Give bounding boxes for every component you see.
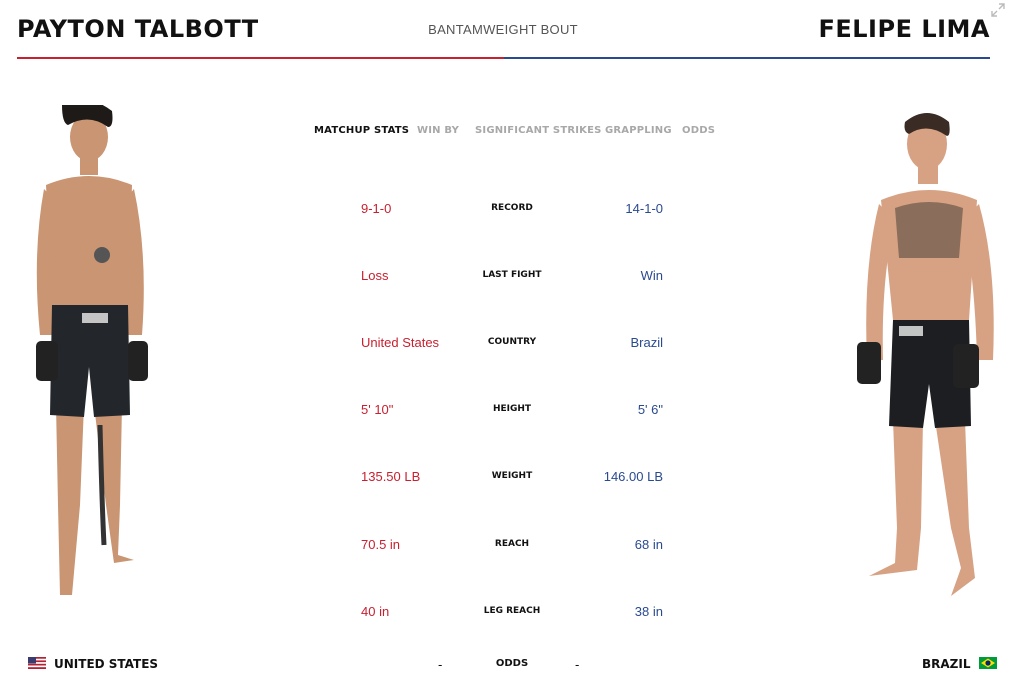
left-stat-value: 70.5 in bbox=[361, 537, 401, 552]
left-stat-value: 9-1-0 bbox=[361, 201, 392, 216]
left-stat-value: 135.50 LB bbox=[361, 469, 421, 484]
tab-odds[interactable]: ODDS bbox=[682, 125, 716, 136]
right-stat-value: 5' 6" bbox=[637, 402, 663, 417]
stat-label: REACH bbox=[494, 539, 530, 549]
left-stat-value: Loss bbox=[361, 268, 389, 283]
tab-significant-strikes[interactable]: SIGNIFICANT STRIKES bbox=[475, 125, 602, 136]
right-stat-value: 38 in bbox=[634, 604, 663, 619]
us-flag-icon bbox=[28, 657, 46, 672]
left-fighter-name: PAYTON TALBOTT bbox=[17, 15, 259, 43]
tab-matchup-stats[interactable]: MATCHUP STATS bbox=[314, 125, 410, 136]
right-country bbox=[922, 657, 997, 672]
stat-label: WEIGHT bbox=[491, 471, 533, 481]
stat-label: LAST FIGHT bbox=[482, 270, 542, 280]
right-country-label: BRAZIL bbox=[922, 657, 971, 671]
right-stat-value: Win bbox=[640, 268, 663, 283]
right-stat-value: 68 in bbox=[634, 537, 663, 552]
stat-row-leg-reach bbox=[0, 604, 1024, 624]
tab-win-by[interactable]: WIN BY bbox=[417, 125, 460, 136]
left-stat-value: United States bbox=[361, 335, 440, 350]
stat-label: HEIGHT bbox=[492, 404, 532, 414]
right-fighter-name: FELIPE LIMA bbox=[818, 15, 990, 43]
blue-corner-rule bbox=[504, 57, 990, 59]
right-odds-value: - bbox=[575, 657, 580, 672]
left-country bbox=[28, 657, 158, 672]
left-stat-value: 40 in bbox=[361, 604, 390, 619]
left-country-label: UNITED STATES bbox=[54, 657, 159, 671]
right-stat-value: Brazil bbox=[630, 335, 663, 350]
right-fighter-image bbox=[855, 108, 1003, 605]
left-fighter-image bbox=[22, 105, 157, 605]
tab-grappling[interactable]: GRAPPLING bbox=[605, 125, 672, 136]
left-odds-value: - bbox=[438, 657, 443, 672]
stat-label: LEG REACH bbox=[483, 606, 541, 616]
stat-label: COUNTRY bbox=[487, 337, 537, 347]
expand-arrows-icon[interactable] bbox=[990, 2, 1006, 18]
brazil-flag-icon bbox=[979, 657, 997, 672]
right-stat-value: 146.00 LB bbox=[603, 469, 663, 484]
stat-label: RECORD bbox=[491, 203, 533, 213]
left-stat-value: 5' 10" bbox=[361, 402, 394, 417]
stats-tabs bbox=[314, 125, 734, 143]
odds-label: ODDS bbox=[495, 658, 529, 669]
red-corner-rule bbox=[17, 57, 504, 59]
right-stat-value: 14-1-0 bbox=[625, 201, 663, 216]
bout-title: BANTAMWEIGHT BOUT bbox=[428, 22, 578, 37]
